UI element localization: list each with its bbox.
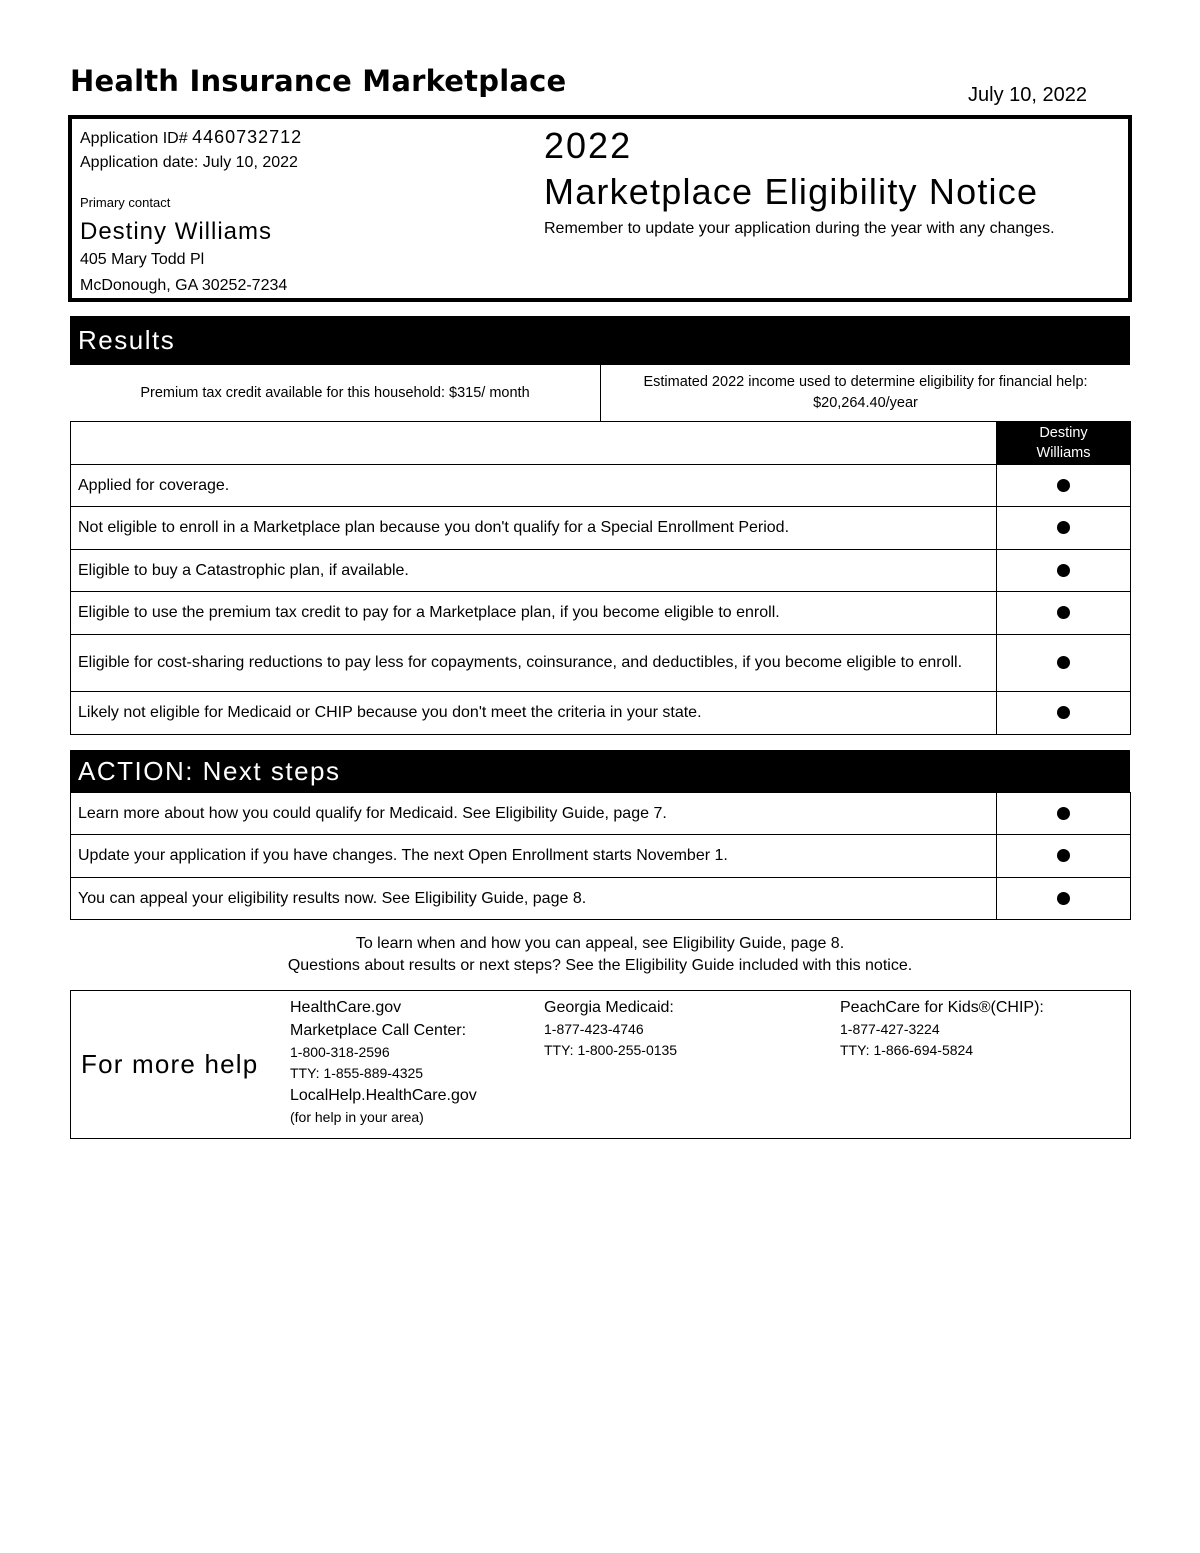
results-table-header [71,422,1131,465]
medicaid-phone: 1-877-423-4746 [544,1021,644,1037]
healthcare-contact [290,996,477,1128]
result-mark [997,592,1131,635]
table-row [71,550,1131,592]
next-step-text: Update your application if you have changes. The next Open Enrollment starts November 1. [71,835,997,878]
bullet-dot-icon [1057,521,1070,534]
next-step-mark [997,878,1131,920]
peachcare-chip-contact [840,996,1044,1061]
estimated-income-value: $20,264.40/year [813,395,918,411]
estimated-income-label: Estimated 2022 income used to determine eligibility for financial help: [643,374,1088,390]
result-mark [997,635,1131,692]
result-text: Eligible for cost-sharing reductions to pay less for copayments, coinsurance, and deductibles, if you become eligible to enroll. [71,635,997,692]
premium-tax-credit: Premium tax credit available for this household: $315/ month [140,384,530,401]
next-step-text: You can appeal your eligibility results now. See Eligibility Guide, page 8. [71,878,997,920]
medicaid-label: Georgia Medicaid: [544,999,674,1016]
bullet-dot-icon [1057,807,1070,820]
chip-phone: 1-877-427-3224 [840,1021,940,1037]
chip-tty: TTY: 1-866-694-5824 [840,1042,974,1058]
next-step-mark [997,793,1131,835]
appeal-questions-note [70,933,1130,977]
bullet-dot-icon [1057,849,1070,862]
result-mark [997,692,1131,735]
results-header-blank [71,422,997,465]
notice-year: 2022 [544,125,633,166]
result-mark [997,550,1131,592]
bullet-dot-icon [1057,892,1070,905]
results-table [70,421,1131,735]
bullet-dot-icon [1057,564,1070,577]
application-info [80,125,540,299]
application-id-line [80,125,540,151]
table-row [71,793,1131,835]
bullet-dot-icon [1057,706,1070,719]
questions-note: Questions about results or next steps? See the Eligibility Guide included with this notice. [287,957,913,974]
georgia-medicaid-contact [544,996,677,1061]
action-section-header: ACTION: Next steps [70,750,1130,792]
address-line-1: 405 Mary Todd Pl [80,251,205,268]
address-line-2: McDonough, GA 30252-7234 [80,277,288,294]
table-row [71,507,1131,550]
notice-header-box [68,115,1132,302]
notice-title-block [544,125,1129,241]
next-step-mark [997,835,1131,878]
person-last-name: Williams [1036,445,1091,461]
notice-date: July 10, 2022 [968,84,1087,106]
table-row [71,878,1131,920]
marketplace-brand-title: Health Insurance Marketplace [70,64,567,98]
appeal-note: To learn when and how you can appeal, see Eligibility Guide, page 8. [355,935,845,952]
result-text: Eligible to use the premium tax credit to pay for a Marketplace plan, if you become eligible to enroll. [71,592,997,635]
chip-label: PeachCare for Kids®(CHIP): [840,999,1044,1016]
primary-contact-name: Destiny Williams [80,218,273,245]
result-text: Not eligible to enroll in a Marketplace plan because you don't qualify for a Special Enrollment Period. [71,507,997,550]
result-text: Likely not eligible for Medicaid or CHIP because you don't meet the criteria in your state. [71,692,997,735]
call-center-label: Marketplace Call Center: [290,1022,467,1039]
table-row [71,635,1131,692]
bullet-dot-icon [1057,656,1070,669]
more-help-title: For more help [81,1049,259,1079]
update-reminder: Remember to update your application during the year with any changes. [544,220,1055,237]
next-steps-table [70,792,1131,920]
table-row [71,692,1131,735]
healthcare-site-link[interactable]: HealthCare.gov [290,999,402,1016]
next-step-text: Learn more about how you could qualify for Medicaid. See Eligibility Guide, page 7. [71,793,997,835]
local-help-link[interactable]: LocalHelp.HealthCare.gov [290,1087,477,1104]
local-help-note: (for help in your area) [290,1109,424,1125]
notice-title: Marketplace Eligibility Notice [544,171,1039,212]
medicaid-tty: TTY: 1-800-255-0135 [544,1042,678,1058]
result-mark [997,507,1131,550]
more-help-box [70,990,1131,1139]
results-summary-row [70,365,1130,421]
result-mark [997,465,1131,507]
person-column-header [997,422,1131,465]
call-center-tty: TTY: 1-855-889-4325 [290,1065,424,1081]
table-row [71,592,1131,635]
application-date: Application date: July 10, 2022 [80,154,298,171]
table-row [71,465,1131,507]
result-text: Eligible to buy a Catastrophic plan, if available. [71,550,997,592]
table-row [71,835,1131,878]
estimated-income [600,365,1130,421]
primary-contact-label: Primary contact [80,195,171,210]
application-id-label: Application ID# [80,130,188,147]
application-id-value: 4460732712 [192,127,303,147]
result-text: Applied for coverage. [71,465,997,507]
call-center-phone: 1-800-318-2596 [290,1044,390,1060]
results-section-header: Results [70,316,1130,365]
person-first-name: Destiny [1039,425,1088,441]
bullet-dot-icon [1057,606,1070,619]
bullet-dot-icon [1057,479,1070,492]
